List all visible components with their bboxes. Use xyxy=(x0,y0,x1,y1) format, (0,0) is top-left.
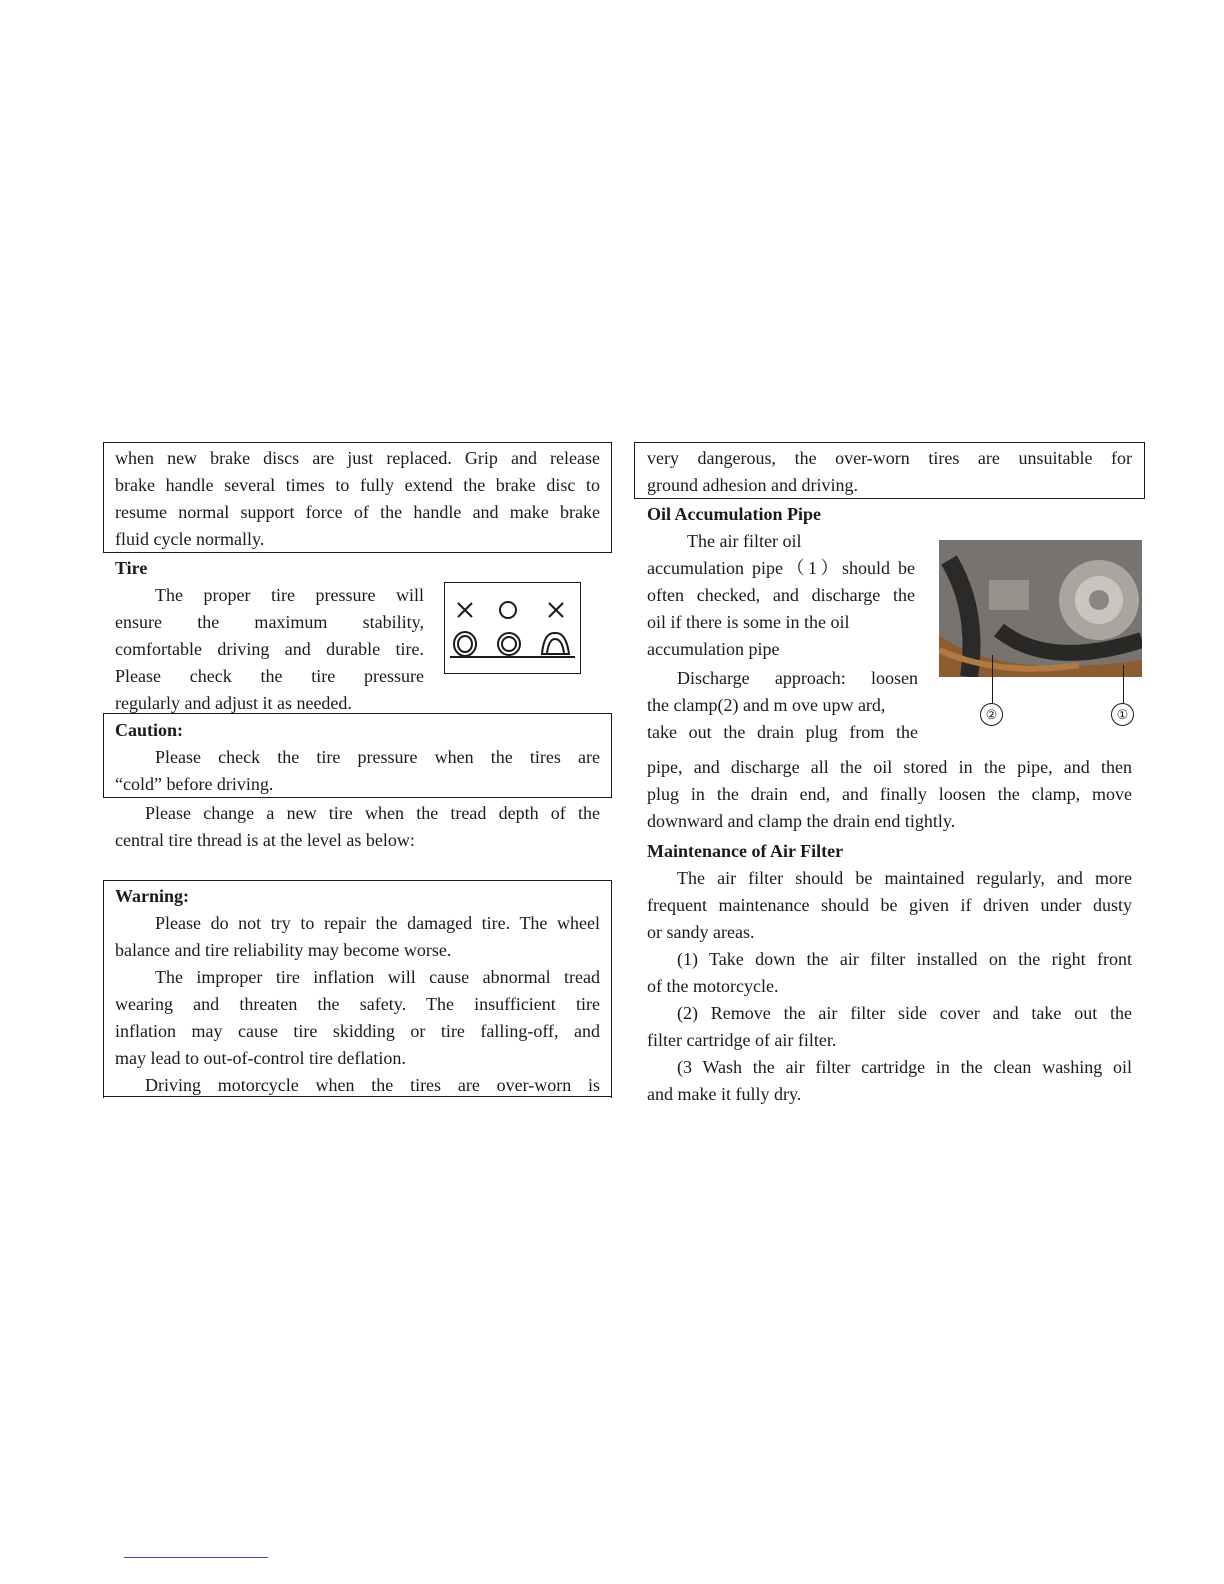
discharge-text-narrow xyxy=(647,665,918,746)
air-filter-line: or sandy areas. xyxy=(647,922,755,942)
oil-pipe-photo xyxy=(939,540,1142,677)
caution-line: “cold” before driving. xyxy=(115,774,274,794)
air-filter-line: filter cartridge of air filter. xyxy=(647,1030,837,1050)
tire-line: regularly and adjust it as needed. xyxy=(115,693,352,713)
discharge-line: pipe, and discharge all the oil stored in the pipe, and then xyxy=(647,757,1132,777)
air-filter-line: (2) Remove the air filter side cover and take out the xyxy=(677,1003,1132,1023)
warning-line: The improper tire inflation will cause abnormal tread xyxy=(155,967,600,987)
air-filter-line: of the motorcycle. xyxy=(647,976,779,996)
air-filter-heading: Maintenance of Air Filter xyxy=(647,841,844,861)
tire-heading: Tire xyxy=(115,558,148,578)
overworn-note-line: ground adhesion and driving. xyxy=(647,475,858,495)
overworn-note-text xyxy=(647,445,1132,499)
air-filter-line: The air filter should be maintained regularly, and more xyxy=(677,868,1132,888)
air-filter-line: and make it fully dry. xyxy=(647,1084,802,1104)
brake-note-line: fluid cycle normally. xyxy=(115,529,265,549)
warning-line: wearing and threaten the safety. The insufficient tire xyxy=(115,994,600,1014)
discharge-line: plug in the drain end, and finally loosen the clamp, move xyxy=(647,784,1132,804)
tire-change-line: central tire thread is at the level as below: xyxy=(115,830,415,850)
photo-label-2: ② xyxy=(980,703,1003,726)
footer-rule xyxy=(124,1557,268,1558)
air-filter-line: (3 Wash the air filter cartridge in the clean washing oil xyxy=(677,1057,1132,1077)
tire-change-line: Please change a new tire when the tread depth of the xyxy=(145,803,600,823)
discharge-line: Discharge approach: loosen xyxy=(677,668,918,688)
overworn-note-line: very dangerous, the over-worn tires are unsuitable for xyxy=(647,448,1132,468)
warning-line: may lead to out-of-control tire deflation. xyxy=(115,1048,406,1068)
oil-pipe-line: often checked, and discharge the xyxy=(647,585,915,605)
air-filter-line: (1) Take down the air filter installed on the right front xyxy=(677,949,1132,969)
discharge-line: downward and clamp the drain end tightly. xyxy=(647,811,956,831)
discharge-line: the clamp(2) and m ove upw ard, xyxy=(647,695,886,715)
photo-label-1: ① xyxy=(1111,703,1134,726)
oil-pipe-text-narrow xyxy=(647,528,915,663)
brake-note-line: brake handle several times to fully extend the brake disc to xyxy=(115,475,600,495)
tire-pressure-diagram xyxy=(444,582,581,674)
tire-line: comfortable driving and durable tire. xyxy=(115,639,424,659)
label-1-leader xyxy=(1123,665,1124,703)
warning-line: Please do not try to repair the damaged tire. The wheel xyxy=(155,913,600,933)
tire-line: The proper tire pressure will xyxy=(155,585,424,605)
caution-text xyxy=(115,744,600,798)
tire-paragraph xyxy=(115,582,424,717)
tire-line: ensure the maximum stability, xyxy=(115,612,424,632)
brake-note-line: resume normal support force of the handle and make brake xyxy=(115,502,600,522)
discharge-line: take out the drain plug from the xyxy=(647,722,918,742)
discharge-text-wide xyxy=(647,754,1132,835)
oil-pipe-heading: Oil Accumulation Pipe xyxy=(647,504,822,524)
warning-text xyxy=(115,910,600,1099)
caution-heading: Caution: xyxy=(115,720,184,740)
warning-heading: Warning: xyxy=(115,886,190,906)
tire-change-text xyxy=(115,800,600,854)
oil-pipe-line: accumulation pipe（1）should be xyxy=(647,558,915,578)
oil-pipe-line: accumulation pipe xyxy=(647,639,780,659)
caution-line: Please check the tire pressure when the tires are xyxy=(155,747,600,767)
air-filter-text xyxy=(647,865,1132,1108)
label-2-leader xyxy=(992,655,993,703)
brake-note-text xyxy=(115,445,600,553)
air-filter-line: frequent maintenance should be given if driven under dusty xyxy=(647,895,1132,915)
warning-line: Driving motorcycle when the tires are over-worn is xyxy=(145,1075,600,1095)
oil-pipe-line: oil if there is some in the oil xyxy=(647,612,850,632)
engine-illustration xyxy=(939,540,1142,677)
circle-mark-center xyxy=(500,602,516,618)
tire-underinflated-icon xyxy=(542,633,569,654)
warning-box-bottom-rule xyxy=(103,1096,612,1097)
tire-shapes-illustration xyxy=(445,583,579,672)
warning-line: inflation may cause tire skidding or tire falling-off, and xyxy=(115,1021,600,1041)
oil-pipe-line: The air filter oil xyxy=(687,531,802,551)
tire-line: Please check the tire pressure xyxy=(115,666,424,686)
brake-note-line: when new brake discs are just replaced. Grip and release xyxy=(115,448,600,468)
warning-line: balance and tire reliability may become worse. xyxy=(115,940,452,960)
